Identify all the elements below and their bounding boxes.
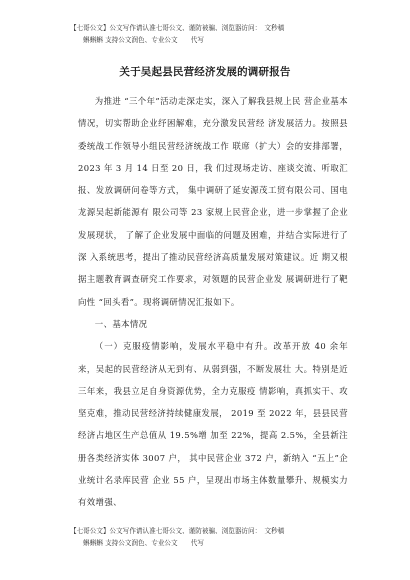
- document-body: [78, 90, 348, 514]
- header-note-line-1: 【七哥公文】公文写作请认准七哥公文、谨防被骗、浏览器访问： 文秒稿: [70, 24, 285, 32]
- header-note-line-2: 蝌蝌蝌 支持公文润色、专业公文 代写: [70, 36, 204, 44]
- subsection-paragraph-1: （一）克服疫情影响，发展水平稳中有升。改革开放 40 余年来，吴起的民营经济从无到有、从弱到强，不断发展壮 大。特别是近三年来，我县立足自身资源优势，全力克服疫 情影响，真抓实干、攻坚克难，推动民营经济持续健康发展， 2019 至 2022 年，县县民营经济占地区生产总值从 19.5%增 加至 22%，提高 2.5%，全县新注册各类经济实体 3007 户， 其中民营企业 372 户，新纳入 “五上”企业统计名录库民营 企业 55 户，呈现出市场主体数量攀升、规模实力有效增强、: [78, 341, 348, 508]
- footer-note-line-2: 蝌蝌蝌 支持公文润色、专业公文 代写: [70, 539, 204, 547]
- footer-note-line-1: 【七哥公文】公文写作请认准七哥公文、谨防被骗、浏览器访问： 文秒稿: [70, 527, 285, 535]
- header-watermark-note: [70, 22, 380, 46]
- section-heading-basic-situation: 一、基本情况: [94, 318, 148, 329]
- footer-watermark-note: [70, 525, 380, 549]
- intro-paragraph: 为推进 “三个年”活动走深走实，深入了解我县规上民 营企业基本情况，切实帮助企业纾困解难，充分激发民营经 济发展活力。按照县委统战工作领导小组民营经济统战工作 联席（扩大）会的安排部署，2023 年 3 月 14 日至 20 日，我 们过现场走访、座谈交流、听取汇报、发放调研问卷等方式， 集中调研了延安源茂工贸有限公司、国电龙源吴起新能源有 限公司等 23 家规上民营企业，进一步掌握了企业发展现状， 了解了企业发展中面临的问题及困难，并结合实际进行了深 入系统思考，提出了推动民营经济高质量发展对策建议。近 期又根据主题教育调查研究工作要求，对领题的民营企业发 展调研进行了靶向性 “回头看”。现将调研情况汇报如下。: [78, 96, 348, 307]
- document-title: 关于吴起县民营经济发展的调研报告: [119, 66, 291, 78]
